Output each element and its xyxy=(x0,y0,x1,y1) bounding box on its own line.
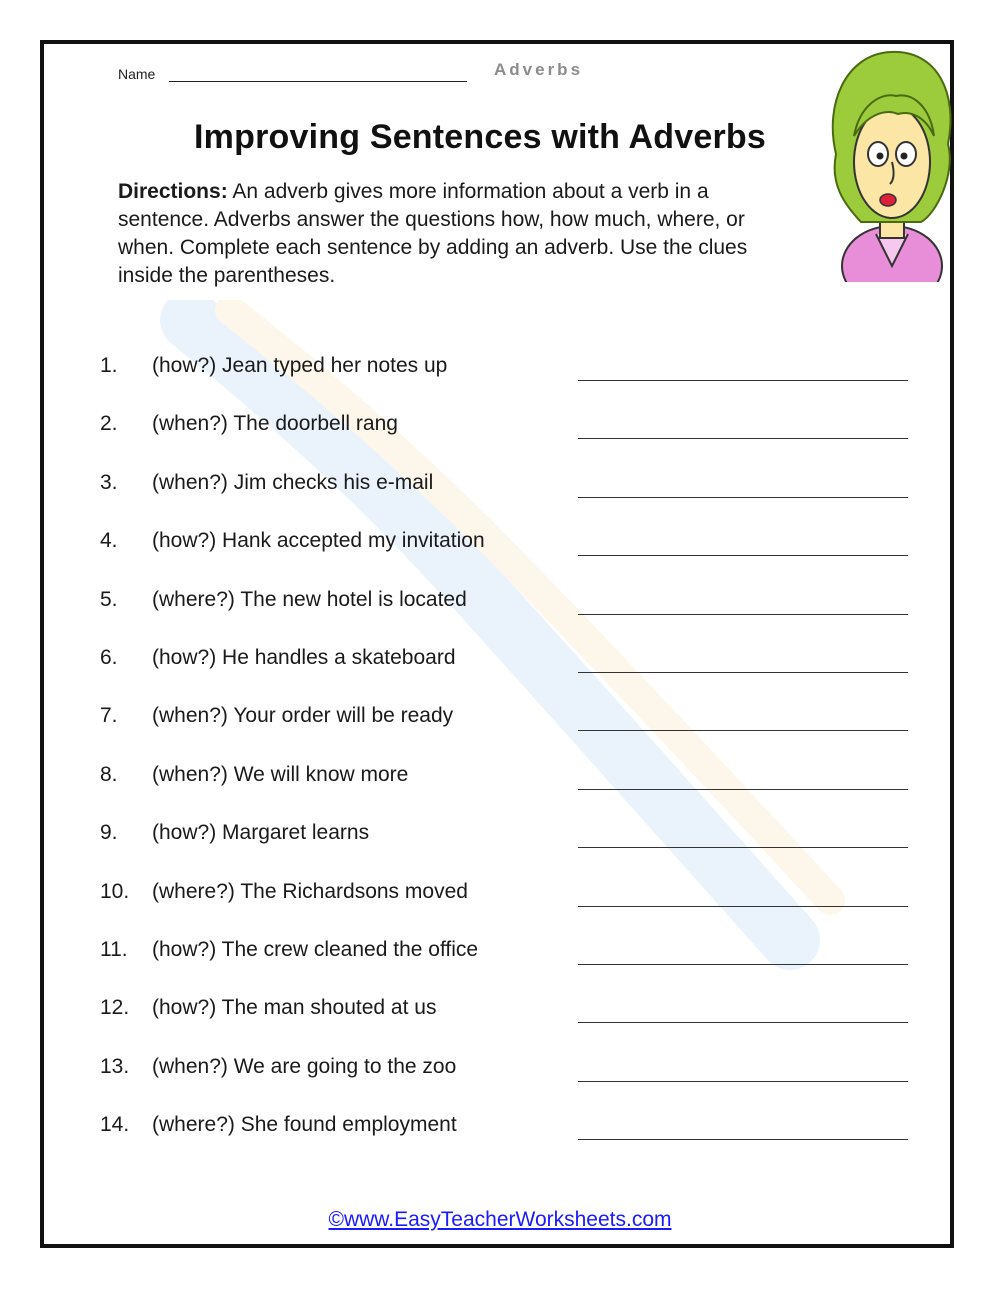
question-list xyxy=(100,350,910,1167)
answer-line[interactable] xyxy=(578,555,908,556)
directions-text: An adverb gives more information about a verb in a sentence. Adverbs answer the questions how, how much, where, or when. Complete each sentence by adding an adverb. Use the clues inside the parentheses. xyxy=(118,180,748,287)
question-number: 4. xyxy=(100,529,118,553)
answer-line[interactable] xyxy=(578,672,908,673)
question-text: (where?) The new hotel is located xyxy=(152,587,467,611)
answer-line[interactable] xyxy=(578,847,908,848)
answer-line[interactable] xyxy=(578,789,908,790)
question-text: (where?) The Richardsons moved xyxy=(152,879,468,903)
question-item xyxy=(100,642,910,700)
directions-label: Directions: xyxy=(118,180,228,203)
worksheet-title: Improving Sentences with Adverbs xyxy=(194,118,766,156)
name-label: Name xyxy=(118,66,156,82)
question-number: 2. xyxy=(100,412,118,436)
question-number: 12. xyxy=(100,996,130,1020)
question-item xyxy=(100,584,910,642)
question-text: (how?) Hank accepted my invitation xyxy=(152,529,485,553)
question-text: (how?) He handles a skateboard xyxy=(152,645,456,669)
answer-line[interactable] xyxy=(578,1139,908,1140)
question-number: 6. xyxy=(100,645,118,669)
question-item xyxy=(100,350,910,408)
question-item xyxy=(100,759,910,817)
directions xyxy=(118,178,788,290)
answer-line[interactable] xyxy=(578,964,908,965)
answer-line[interactable] xyxy=(578,438,908,439)
question-number: 3. xyxy=(100,470,118,494)
question-text: (how?) Margaret learns xyxy=(152,821,370,845)
question-item xyxy=(100,700,910,758)
cartoon-woman-illustration xyxy=(826,44,956,282)
answer-line[interactable] xyxy=(578,614,908,615)
question-number: 8. xyxy=(100,762,118,786)
question-number: 1. xyxy=(100,354,118,377)
question-number: 10. xyxy=(100,879,130,903)
question-number: 14. xyxy=(100,1113,130,1137)
question-item xyxy=(100,876,910,934)
answer-line[interactable] xyxy=(578,1081,908,1082)
question-item xyxy=(100,1109,910,1167)
answer-line[interactable] xyxy=(578,906,908,907)
question-text: (how?) Jean typed her notes up xyxy=(152,354,448,377)
question-text: (how?) The man shouted at us xyxy=(152,996,437,1020)
question-item xyxy=(100,525,910,583)
question-item xyxy=(100,992,910,1050)
answer-line[interactable] xyxy=(578,1022,908,1023)
topic-label: Adverbs xyxy=(494,60,584,79)
answer-line[interactable] xyxy=(578,730,908,731)
answer-line[interactable] xyxy=(578,497,908,498)
question-text: (when?) Jim checks his e-mail xyxy=(152,470,434,494)
question-item xyxy=(100,934,910,992)
question-number: 7. xyxy=(100,704,118,728)
question-text: (when?) We will know more xyxy=(152,762,409,786)
footer-website-link[interactable]: ©www.EasyTeacherWorksheets.com xyxy=(328,1208,672,1231)
question-number: 13. xyxy=(100,1054,130,1078)
question-text: (when?) We are going to the zoo xyxy=(152,1054,457,1078)
question-item xyxy=(100,817,910,875)
question-text: (when?) Your order will be ready xyxy=(152,704,454,728)
question-number: 5. xyxy=(100,587,118,611)
question-item xyxy=(100,1051,910,1109)
question-item xyxy=(100,408,910,466)
question-text: (where?) She found employment xyxy=(152,1113,457,1137)
question-item xyxy=(100,467,910,525)
name-field-line[interactable] xyxy=(169,67,467,82)
question-number: 11. xyxy=(100,937,128,961)
question-text: (how?) The crew cleaned the office xyxy=(152,937,479,961)
name-row xyxy=(118,60,467,82)
answer-line[interactable] xyxy=(578,380,908,381)
question-number: 9. xyxy=(100,821,118,845)
question-text: (when?) The doorbell rang xyxy=(152,412,398,436)
